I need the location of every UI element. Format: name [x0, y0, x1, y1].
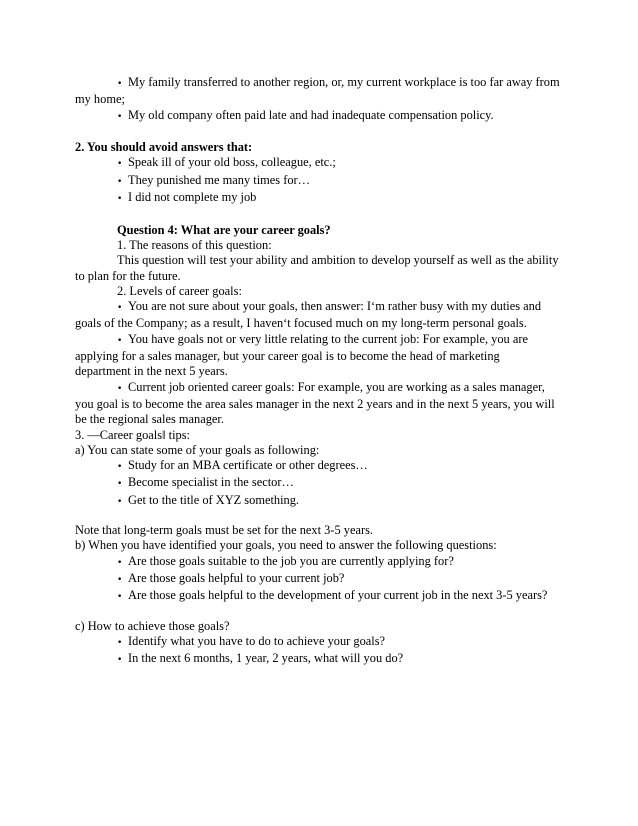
list-item: • Are those goals helpful to the development of your current job in the next 3-5 years? [75, 588, 565, 605]
text-line: goals of the Company; as a result, I haven‘t focused much on my long-term personal goals. [75, 316, 527, 331]
list-item: • Are those goals helpful to your current job? [75, 571, 565, 588]
tips-title: 3. ―Career goals‖ tips: [75, 427, 190, 442]
bullet-icon: • [117, 479, 123, 490]
bullet-icon: • [117, 79, 123, 89]
tips-b: b) When you have identified your goals, you need to answer the following questions: [75, 538, 497, 553]
list-item: • My old company often paid late and had inadequate compensation policy. [75, 108, 565, 125]
levels-title: 2. Levels of career goals: [117, 283, 242, 298]
text-line: department in the next 5 years. [75, 364, 228, 379]
document-body [75, 75, 565, 668]
text-line: to plan for the future. [75, 268, 181, 283]
bullet-icon: • [117, 462, 123, 473]
list-item: • Identify what you have to do to achieve your goals? [75, 634, 565, 651]
bullet-icon: • [117, 655, 123, 666]
bullet-icon: • [117, 194, 123, 205]
list-item: • Become specialist in the sector… [75, 475, 565, 492]
bullet-icon: • [117, 592, 123, 603]
reasons-title: 1. The reasons of this question: [117, 237, 272, 252]
bullet-icon: • [117, 637, 123, 648]
tips-a: a) You can state some of your goals as following: [75, 442, 320, 457]
bullet-icon: • [117, 159, 123, 170]
bullet-icon: • [117, 176, 123, 187]
text-line: be the regional sales manager. [75, 412, 224, 427]
bullet-icon: • [117, 303, 123, 314]
list-item: • Speak ill of your old boss, colleague, etc.; [75, 155, 565, 172]
note-text: Note that long-term goals must be set for the next 3-5 years. [75, 523, 373, 538]
list-item: • Get to the title of XYZ something. [75, 493, 565, 510]
bullet-icon: • [117, 383, 123, 394]
text-line: my home; [75, 92, 125, 107]
text-line: you goal is to become the area sales manager in the next 2 years and in the next 5 years, you will [75, 396, 555, 411]
bullet-icon: • [117, 557, 123, 568]
list-item: • Current job oriented career goals: For example, you are working as a sales manager, [75, 380, 565, 397]
list-item: • They punished me many times for… [75, 173, 565, 190]
text-line: This question will test your ability and ambition to develop yourself as well as the ability [117, 253, 559, 268]
list-item: • Study for an MBA certificate or other degrees… [75, 458, 565, 475]
bullet-icon: • [117, 574, 123, 585]
bullet-icon: • [117, 111, 123, 122]
bullet-icon: • [117, 335, 123, 346]
list-item: • You have goals not or very little relating to the current job: For example, you are [75, 332, 565, 349]
section-heading-avoid: 2. You should avoid answers that: [75, 140, 253, 155]
list-item: • Are those goals suitable to the job you are currently applying for? [75, 554, 565, 571]
list-item: • You are not sure about your goals, then answer: I‘m rather busy with my duties and [75, 299, 565, 316]
list-item: • I did not complete my job [75, 190, 565, 207]
list-item: • In the next 6 months, 1 year, 2 years, what will you do? [75, 651, 565, 668]
list-item: • My family transferred to another region, or, my current workplace is too far away from [75, 75, 565, 92]
text-line: applying for a sales manager, but your career goal is to become the head of marketing [75, 349, 500, 364]
tips-c: c) How to achieve those goals? [75, 618, 230, 633]
question-heading: Question 4: What are your career goals? [117, 222, 331, 237]
bullet-icon: • [117, 496, 123, 507]
